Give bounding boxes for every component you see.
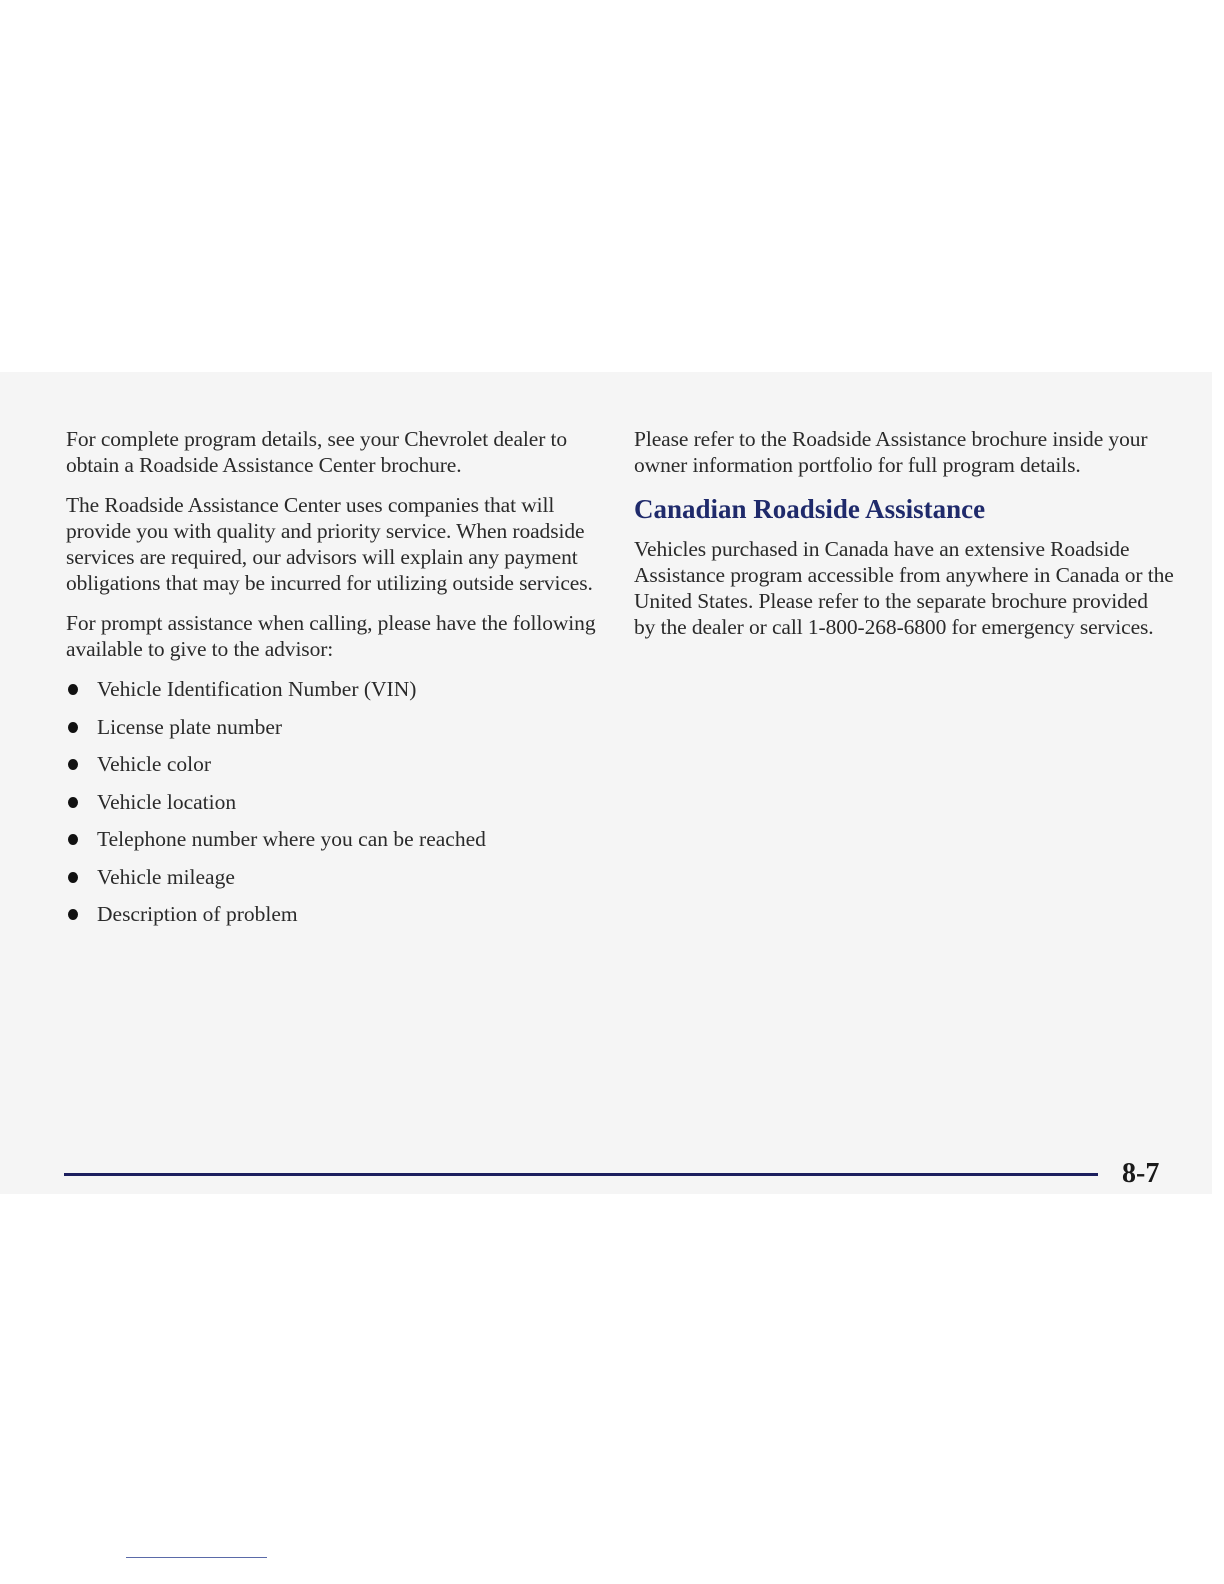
section-title: Canadian Roadside Assistance — [634, 494, 986, 524]
list-item — [66, 826, 596, 852]
bullet-icon — [68, 909, 78, 920]
list-item — [66, 751, 596, 777]
list-item-text: Telephone number where you can be reached — [97, 827, 486, 851]
paragraph-canadian-assistance: Vehicles purchased in Canada have an extensive Roadside Assistance program accessible from anywhere in Canada or the United States. Please refer to the separate brochure provided by the dealer or call 1-800-268-6800 for emergency services. — [634, 537, 1174, 639]
left-column — [66, 426, 596, 939]
footer-divider — [64, 1173, 1098, 1176]
paragraph-prompt-assistance: For prompt assistance when calling, please have the following available to give to the advisor: — [66, 611, 596, 661]
list-item — [66, 789, 596, 815]
list-item-text: Vehicle mileage — [97, 864, 235, 889]
right-column — [634, 426, 1174, 654]
bullet-icon — [68, 797, 78, 808]
list-item-text: Description of problem — [97, 902, 298, 926]
bullet-icon — [68, 834, 78, 845]
advisor-info-list — [66, 676, 596, 927]
list-item — [66, 901, 596, 927]
paragraph-assistance-center: The Roadside Assistance Center uses companies that will provide you with quality and priority service. When roadside services are required, our advisors will explain any payment obligations that may be incurred for utilizing outside services. — [66, 493, 593, 595]
list-item — [66, 676, 596, 702]
divider — [126, 1557, 267, 1558]
bullet-icon — [68, 759, 78, 770]
list-item — [66, 714, 596, 740]
paragraph-brochure-reference: Please refer to the Roadside Assistance brochure inside your owner information portfolio for full program details. — [634, 427, 1148, 477]
list-item-text: Vehicle Identification Number (VIN) — [97, 677, 417, 701]
list-item — [66, 864, 596, 890]
bullet-icon — [68, 872, 78, 883]
list-item-text: Vehicle location — [97, 789, 237, 814]
list-item-text: Vehicle color — [97, 752, 212, 776]
page-number: 8-7 — [1122, 1158, 1160, 1189]
paragraph-program-details: For complete program details, see your Chevrolet dealer to obtain a Roadside Assistance Center brochure. — [66, 427, 568, 477]
bullet-icon — [68, 722, 78, 733]
bullet-icon — [68, 684, 78, 695]
list-item-text: License plate number — [97, 714, 283, 739]
